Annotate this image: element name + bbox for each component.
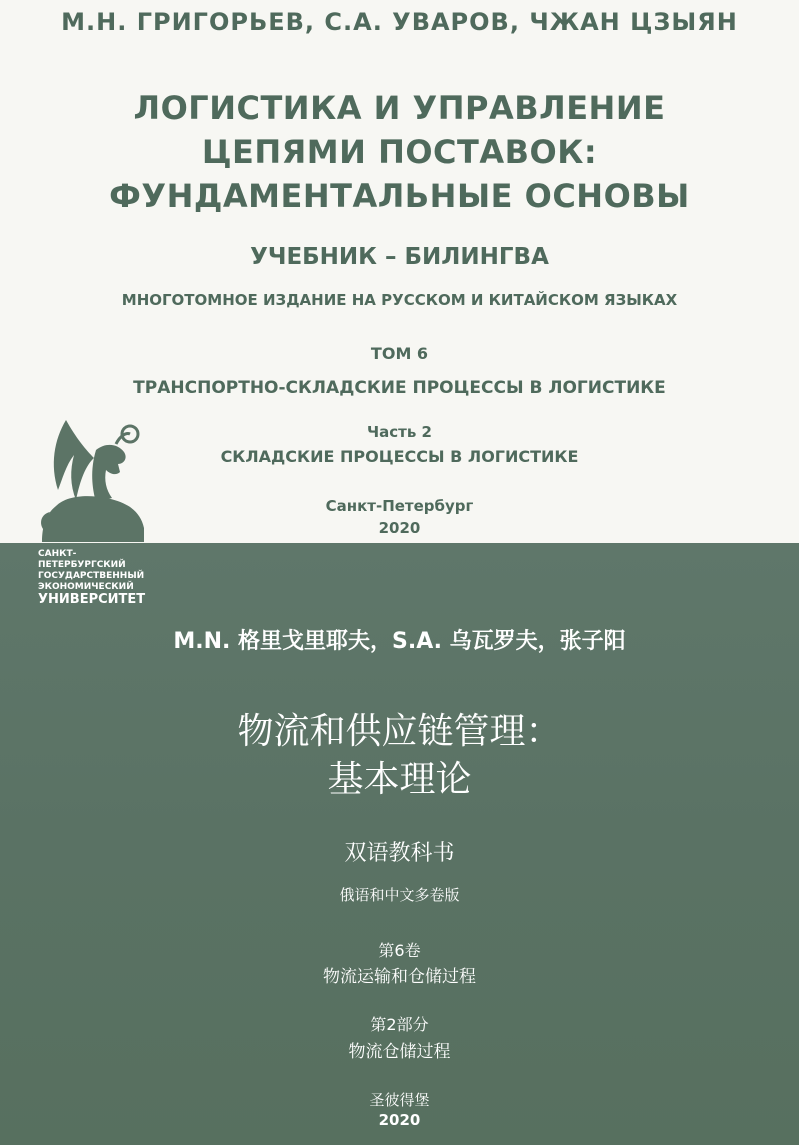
chinese-part-title: 物流仓储过程 [348, 1042, 451, 1062]
chinese-subtitle: 双语教科书 [344, 841, 455, 866]
russian-title-line: ЛОГИСТИКА И УПРАВЛЕНИЕ [133, 89, 666, 127]
chinese-volume: 第6卷 [378, 941, 421, 960]
chinese-city: 圣彼得堡 [369, 1091, 430, 1109]
russian-authors: М.Н. ГРИГОРЬЕВ, С.А. УВАРОВ, ЧЖАН ЦЗЫЯН [61, 8, 738, 36]
griffin-emblem-icon [36, 410, 151, 545]
chinese-title-line: 物流和供应链管理： [237, 711, 562, 752]
chinese-edition: 俄语和中文多卷版 [339, 886, 460, 904]
russian-title-line: ЦЕПЯМИ ПОСТАВОК: [201, 133, 598, 171]
university-name [38, 549, 158, 607]
chinese-title [0, 708, 799, 804]
chinese-title-line: 基本理论 [327, 759, 472, 800]
chinese-volume-title: 物流运输和仓储过程 [323, 967, 476, 987]
russian-year: 2020 [378, 519, 421, 537]
chinese-part: 第2部分 [370, 1015, 429, 1034]
russian-subtitle: УЧЕБНИК – БИЛИНГВА [250, 244, 549, 270]
university-name-line: ГОСУДАРСТВЕННЫЙ [38, 571, 145, 581]
russian-volume-title: ТРАНСПОРТНО-СКЛАДСКИЕ ПРОЦЕССЫ В ЛОГИСТИКЕ [133, 378, 666, 398]
russian-part: Часть 2 [367, 423, 432, 441]
chinese-authors: M.N. 格里戈里耶夫，S.A. 乌瓦罗夫，张子阳 [173, 629, 626, 654]
russian-title-line: ФУНДАМЕНТАЛЬНЫЕ ОСНОВЫ [109, 177, 690, 215]
russian-volume: ТОМ 6 [370, 344, 429, 363]
university-name-line: УНИВЕРСИТЕТ [38, 592, 146, 607]
russian-part-title: СКЛАДСКИЕ ПРОЦЕССЫ В ЛОГИСТИКЕ [220, 447, 579, 466]
russian-city: Санкт-Петербург [325, 497, 474, 515]
university-name-line: ЭКОНОМИЧЕСКИЙ [38, 582, 134, 592]
russian-edition: МНОГОТОМНОЕ ИЗДАНИЕ НА РУССКОМ И КИТАЙСКОМ ЯЗЫКАХ [121, 291, 678, 309]
chinese-year: 2020 [378, 1111, 421, 1129]
russian-title [0, 86, 799, 218]
university-name-line: САНКТ-ПЕТЕРБУРГСКИЙ [38, 549, 126, 570]
